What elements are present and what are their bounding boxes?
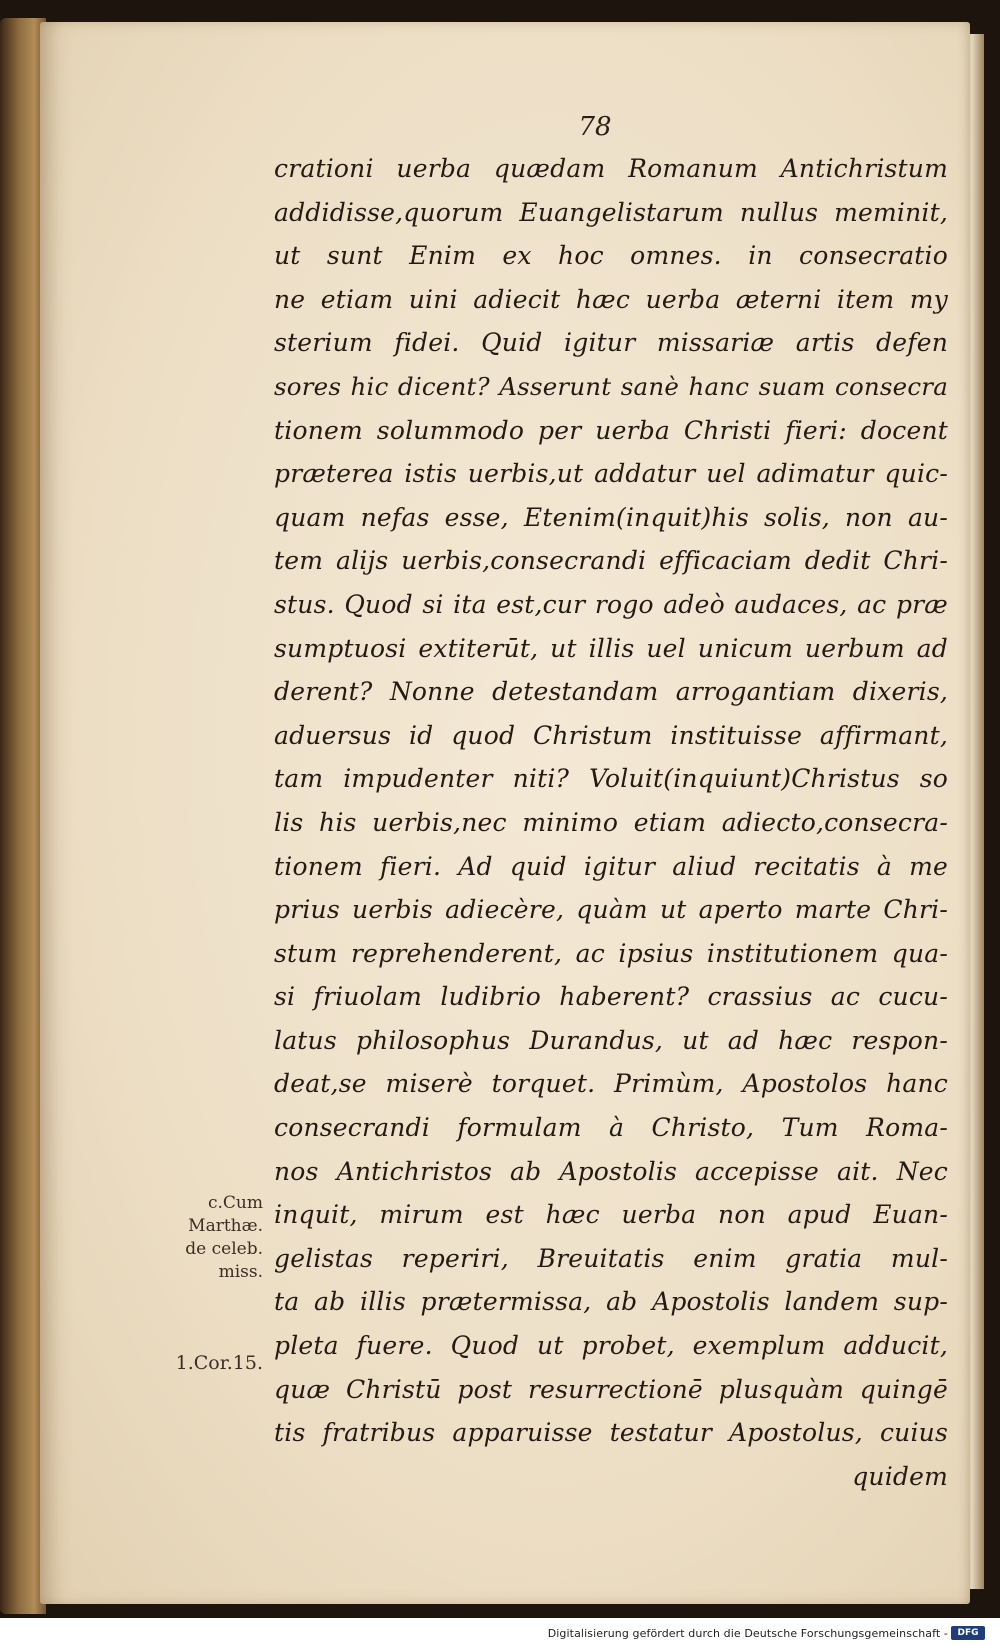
page-number: 78: [578, 112, 612, 142]
text-line: tis fratribus apparuisse testatur Apostolus, cuius: [274, 1418, 948, 1448]
margin-note-line: c.Cum: [207, 1193, 263, 1213]
text-line: ta ab illis prætermissa, ab Apostolis landem sup-: [274, 1287, 948, 1317]
text-line: quidem: [852, 1461, 948, 1491]
margin-note-line: de celeb.: [185, 1239, 263, 1259]
text-line: nos Antichristos ab Apostolis accepisse ait. Nec: [274, 1156, 948, 1186]
margin-note-line: Marthæ.: [188, 1216, 263, 1236]
dfg-logo: DFG: [951, 1626, 985, 1640]
text-line: stus. Quod si ita est,cur rogo adeò audaces, ac præ: [274, 589, 948, 619]
text-line: ne etiam uini adiecit hæc uerba æterni item my: [274, 284, 948, 314]
text-line: aduersus id quod Christum instituisse affirmant,: [274, 720, 948, 750]
text-line: sumptuosi extiterūt, ut illis uel unicum uerbum ad: [274, 633, 948, 663]
text-line: prius uerbis adiecère, quàm ut aperto marte Chri-: [274, 895, 948, 925]
text-line: tem alijs uerbis,consecrandi efficaciam dedit Chri-: [274, 546, 948, 576]
text-line: derent? Nonne detestandam arrogantiam dixeris,: [274, 677, 948, 707]
margin-note-line: miss.: [218, 1262, 263, 1282]
text-line: pleta fuere. Quod ut probet, exemplum adducit,: [274, 1331, 948, 1361]
text-line: crationi uerba quædam Romanum Antichristum: [274, 154, 948, 183]
text-line: sores hic dicent? Asserunt sanè hanc suam consecra: [274, 371, 948, 401]
text-line: lis his uerbis,nec minimo etiam adiecto,consecra-: [274, 807, 948, 837]
text-line: consecrandi formulam à Christo, Tum Roma-: [274, 1113, 948, 1143]
text-line: tionem fieri. Ad quid igitur aliud recitatis à me: [274, 851, 948, 881]
text-line: latus philosophus Durandus, ut ad hæc respon-: [274, 1025, 948, 1055]
margin-note-corinthians: 1.Cor.15.: [175, 1352, 263, 1374]
body-text: [274, 147, 948, 1498]
text-line: si friuolam ludibrio haberent? crassius ac cucu-: [274, 982, 948, 1012]
text-line: gelistas reperiri, Breuitatis enim gratia mul-: [274, 1243, 948, 1273]
text-line: tionem solummodo per uerba Christi fieri: docent: [274, 415, 948, 445]
text-line: inquit, mirum est hæc uerba non apud Euan-: [274, 1200, 948, 1230]
text-line: quæ Christū post resurrectionē plusquàm quingē: [274, 1374, 948, 1404]
text-line: quam nefas esse, Etenim(inquit)his solis, non au-: [274, 502, 948, 532]
footer-credit: Digitalisierung gefördert durch die Deutsche Forschungsgemeinschaft -: [547, 1627, 948, 1640]
margin-note-cum-marthae: [145, 1192, 263, 1284]
text-line: deat,se miserè torquet. Primùm, Apostolos hanc: [274, 1069, 948, 1099]
text-line: ut sunt Enim ex hoc omnes. in consecratio: [274, 241, 948, 271]
text-line: addidisse,quorum Euangelistarum nullus meminit,: [274, 197, 948, 227]
text-line: præterea istis uerbis,ut addatur uel adimatur quic-: [274, 459, 948, 489]
text-line: stum reprehenderent, ac ipsius institutionem qua-: [274, 938, 948, 968]
text-line: tam impudenter niti? Voluit(inquiunt)Christus so: [274, 764, 948, 794]
text-line: sterium fidei. Quid igitur missariæ artis defen: [274, 328, 948, 358]
